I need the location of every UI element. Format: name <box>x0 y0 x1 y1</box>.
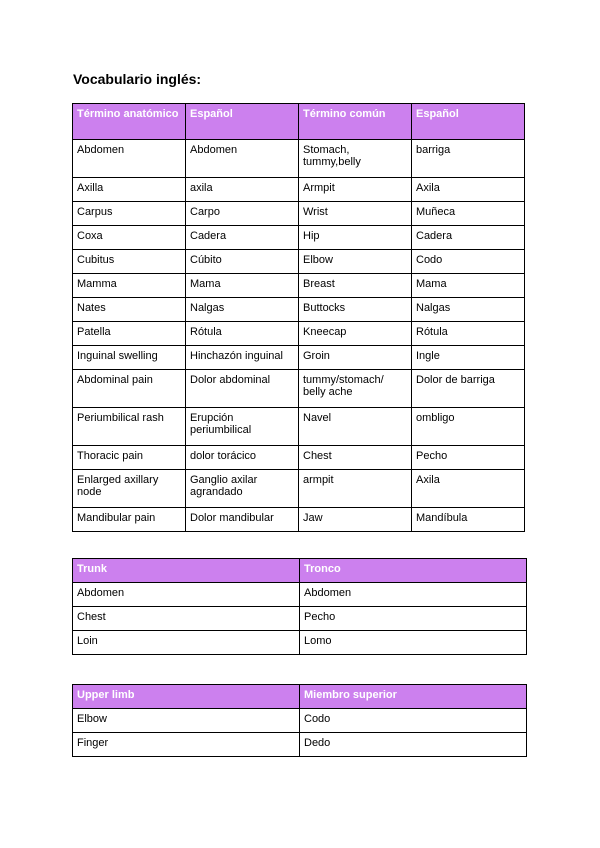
header-spanish-common: Español <box>412 104 525 140</box>
table-cell: Dolor abdominal <box>186 370 299 408</box>
table-cell: Breast <box>299 274 412 298</box>
table-row <box>73 202 525 226</box>
table-cell: Ganglio axilar agrandado <box>186 470 299 508</box>
table-cell: Armpit <box>299 178 412 202</box>
table-cell: Hinchazón inguinal <box>186 346 299 370</box>
table-cell: Wrist <box>299 202 412 226</box>
table-cell: Loin <box>73 631 300 655</box>
table-cell: Chest <box>299 446 412 470</box>
table-header-row <box>73 104 525 140</box>
table-cell: Mandíbula <box>412 508 525 532</box>
table-cell: Mama <box>186 274 299 298</box>
table-cell: Cadera <box>186 226 299 250</box>
table-cell: Groin <box>299 346 412 370</box>
table-cell: Codo <box>300 709 527 733</box>
table-header-row <box>73 559 527 583</box>
table-cell: Dedo <box>300 733 527 757</box>
table-row <box>73 446 525 470</box>
table-cell: Nalgas <box>186 298 299 322</box>
table-row <box>73 733 527 757</box>
table-cell: Carpo <box>186 202 299 226</box>
table-row <box>73 470 525 508</box>
table-cell: Elbow <box>73 709 300 733</box>
table-cell: armpit <box>299 470 412 508</box>
table-row <box>73 298 525 322</box>
header-tronco: Tronco <box>300 559 527 583</box>
table-cell: Hip <box>299 226 412 250</box>
table-cell: Finger <box>73 733 300 757</box>
table-cell: axila <box>186 178 299 202</box>
table-cell: Codo <box>412 250 525 274</box>
trunk-vocabulary-table <box>72 558 527 655</box>
table-header-row <box>73 685 527 709</box>
table-cell: Abdomen <box>73 583 300 607</box>
header-upper-limb: Upper limb <box>73 685 300 709</box>
table-cell: Periumbilical rash <box>73 408 186 446</box>
table-cell: Patella <box>73 322 186 346</box>
table-cell: Mama <box>412 274 525 298</box>
table-cell: Chest <box>73 607 300 631</box>
table-row <box>73 583 527 607</box>
upper-limb-vocabulary-table <box>72 684 527 757</box>
table-row <box>73 140 525 178</box>
table-cell: Coxa <box>73 226 186 250</box>
table-row <box>73 250 525 274</box>
table-cell: Nates <box>73 298 186 322</box>
table-cell: Inguinal swelling <box>73 346 186 370</box>
table-row <box>73 508 525 532</box>
table-row <box>73 631 527 655</box>
table-cell: Mamma <box>73 274 186 298</box>
table-cell: Cubitus <box>73 250 186 274</box>
table-cell: Abdomen <box>186 140 299 178</box>
table-cell: Nalgas <box>412 298 525 322</box>
table-cell: Muñeca <box>412 202 525 226</box>
table-cell: Axila <box>412 470 525 508</box>
table-cell: Kneecap <box>299 322 412 346</box>
table-row <box>73 370 525 408</box>
table-cell: Cadera <box>412 226 525 250</box>
table-cell: Axila <box>412 178 525 202</box>
table-cell: Rótula <box>186 322 299 346</box>
table-cell: Ingle <box>412 346 525 370</box>
table-cell: Abdominal pain <box>73 370 186 408</box>
table-cell: Abdomen <box>300 583 527 607</box>
anatomy-vocabulary-table <box>72 103 525 532</box>
table-cell: Axilla <box>73 178 186 202</box>
header-trunk: Trunk <box>73 559 300 583</box>
table-row <box>73 178 525 202</box>
table-cell: Stomach, tummy,belly <box>299 140 412 178</box>
table-row <box>73 322 525 346</box>
table-cell: tummy/stomach/ belly ache <box>299 370 412 408</box>
table-cell: Thoracic pain <box>73 446 186 470</box>
header-anatomical-term: Término anatómico <box>73 104 186 140</box>
table-cell: Elbow <box>299 250 412 274</box>
table-cell: Navel <box>299 408 412 446</box>
table-cell: Enlarged axillary node <box>73 470 186 508</box>
table-row <box>73 408 525 446</box>
table-cell: Abdomen <box>73 140 186 178</box>
table-cell: Cúbito <box>186 250 299 274</box>
header-spanish: Español <box>186 104 299 140</box>
table-row <box>73 346 525 370</box>
table-row <box>73 607 527 631</box>
table-cell: Lomo <box>300 631 527 655</box>
table-cell: Carpus <box>73 202 186 226</box>
table-row <box>73 274 525 298</box>
header-miembro-superior: Miembro superior <box>300 685 527 709</box>
table-cell: Pecho <box>412 446 525 470</box>
table-cell: Erupción periumbilical <box>186 408 299 446</box>
table-cell: ombligo <box>412 408 525 446</box>
table-cell: barriga <box>412 140 525 178</box>
table-cell: Buttocks <box>299 298 412 322</box>
header-common-term: Término común <box>299 104 412 140</box>
table-row <box>73 709 527 733</box>
table-cell: Pecho <box>300 607 527 631</box>
table-row <box>73 226 525 250</box>
table-cell: Dolor de barriga <box>412 370 525 408</box>
table-cell: Dolor mandibular <box>186 508 299 532</box>
page-title: Vocabulario inglés: <box>73 71 202 87</box>
table-cell: Jaw <box>299 508 412 532</box>
table-cell: Mandibular pain <box>73 508 186 532</box>
table-cell: dolor torácico <box>186 446 299 470</box>
table-cell: Rótula <box>412 322 525 346</box>
